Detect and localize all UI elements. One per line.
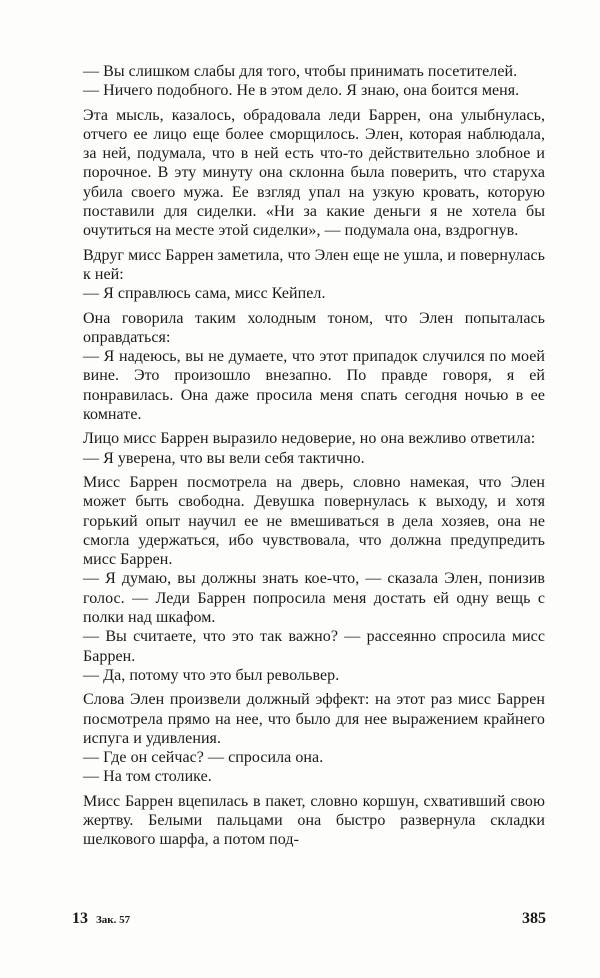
paragraph: — Где он сейчас? — спросила она. (83, 749, 324, 767)
paragraph: Вдруг мисс Баррен заметила, что Элен еще не ушла, и повернулась к ней: (83, 246, 545, 283)
paragraph: — Я уверена, что вы вели себя тактично. (83, 449, 365, 467)
paragraph: — Вы слишком слабы для того, чтобы принимать посетителей. (83, 63, 518, 80)
body-text (83, 62, 545, 850)
paragraph: — Да, потому что это был револьвер. (83, 666, 340, 684)
paragraph: — Ничего подобного. Не в этом дело. Я знаю, она боится меня. (83, 82, 520, 100)
paragraph: Эта мысль, казалось, обрадовала леди Баррен, она улыбнулась, отчего ее лицо еще более сморщилось. Элен, которая наблюдала, за ней, подумала, что в ней есть что-то действительно злобное и порочное. В эту минуту она склонна была поверить, что старуха убила своего мужа. Ее взгляд упал на узкую кровать, которую поставили для сиделки. «Ни за какие деньги я не хотела бы очутиться на месте этой сиделки», — подумала она, вздрогнув. (83, 106, 545, 240)
paragraph: — На том столике. (83, 768, 212, 786)
page-number: 385 (522, 910, 546, 927)
paragraph: — Я думаю, вы должны знать кое-что, — сказала Элен, понизив голос. — Леди Баррен попросила меня достать ей одну вещь с полки над шкафом. (83, 570, 545, 627)
paragraph: — Вы считаете, что это так важно? — рассеянно спросила мисс Баррен. (83, 628, 545, 665)
paragraph: Она говорила таким холодным тоном, что Элен попыталась оправдаться: (83, 309, 545, 346)
signature-number: 13 (72, 910, 88, 927)
page-footer (72, 910, 546, 932)
paragraph: — Я справлюсь сама, мисс Кейпел. (83, 285, 326, 303)
paragraph: — Я надеюсь, вы не думаете, что этот припадок случился по моей вине. Это произошло внезапно. По правде говоря, я ей понравилась. Она даже просила меня спать сегодня ночью в ее комнате. (83, 348, 545, 424)
paragraph: Слова Элен произвели должный эффект: на этот раз мисс Баррен посмотрела прямо на нее, что было для нее выражением крайнего испуга и удивления. (83, 691, 545, 747)
order-mark: Зак. 57 (96, 914, 131, 926)
paragraph: Лицо мисс Баррен выразило недоверие, но она вежливо ответила: (83, 430, 536, 448)
paragraph: Мисс Баррен посмотрела на дверь, словно намекая, что Элен может быть свободна. Девушка повернулась к выходу, и хотя горький опыт научил ее не вмешиваться в дела хозяев, она не смогла удержаться, ибо чувствовала, что должна предупредить мисс Баррен. (83, 473, 545, 569)
paragraph: Мисс Баррен вцепилась в пакет, словно коршун, схвативший свою жертву. Белыми пальцами она быстро развернула складки шелкового шарфа, а потом под- (83, 792, 545, 849)
